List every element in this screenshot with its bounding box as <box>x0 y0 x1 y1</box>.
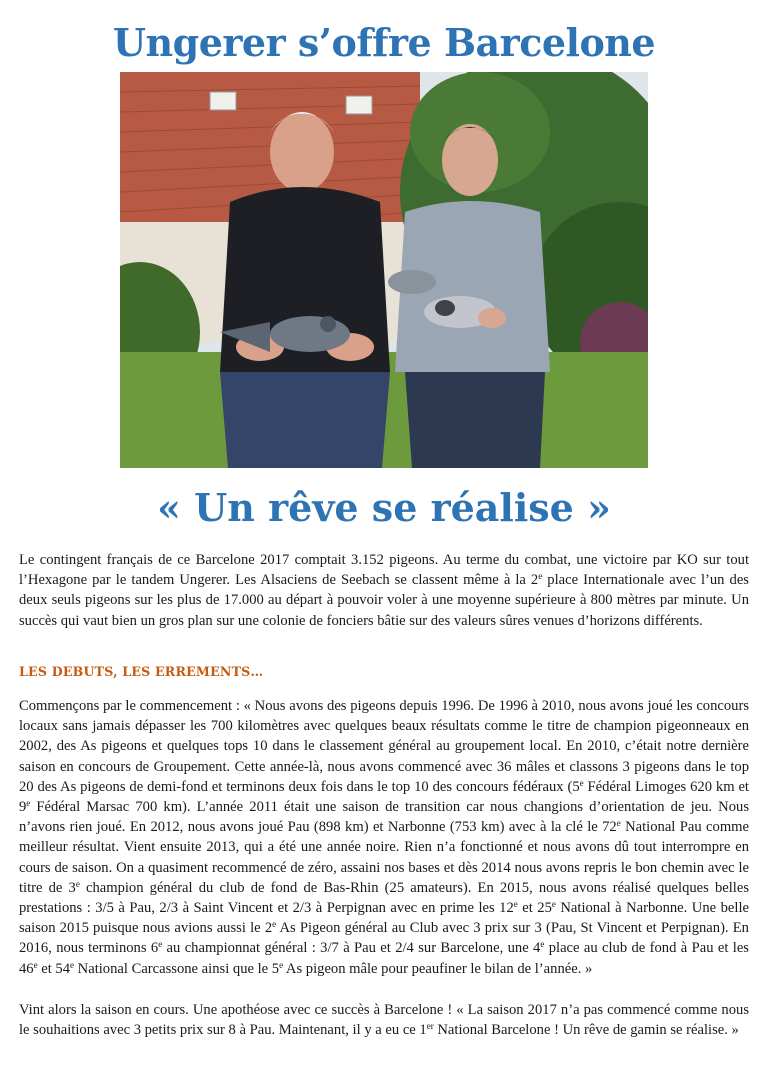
section-heading: LES DEBUTS, LES ERREMENTS… <box>19 664 264 679</box>
intro-paragraph: Le contingent français de ce Barcelone 2017 comptait 3.152 pigeons. Au terme du combat, une victoire par KO sur tout l’Hexagone par le tandem Ungerer. Les Alsaciens de Seebach se classent même à la 2e place Internationale avec l’un des deux seuls pigeons sur les plus de 17.000 au départ à pouvoir voler à une moyenne supérieure à 800 mètres par minute. Un succès qui vaut bien un gros plan sur une colonie de fonciers bâtie sur des valeurs sûres venues d’horizons différents. <box>19 552 749 629</box>
article-photo <box>120 72 648 468</box>
main-paragraph: Commençons par le commencement : « Nous avons des pigeons depuis 1996. De 1996 à 2010, nous avons joué les concours locaux sans jamais dépasser les 700 kilomètres avec quelques beaux résultats comme le titre de champion pigeonneaux en 2002, des As pigeons et quelques tops 10 dans le classement général au groupement local. En 2010, c’était notre dernière saison en concours de Groupement. Cette année-là, nous avons commencé avec 36 mâles et classons 3 pigeons dans le top 20 des As pigeons de demi-fond et terminons deux fois dans le top 10 des concours fédéraux (5e Fédéral Limoges 620 km et 9e Fédéral Marsac 700 km). L’année 2011 était une saison de transition car nous changions d’orientation de jeu. Nous n’avons rien joué. En 2012, nous avons joué Pau (898 km) et Narbonne (753 km) avec à la clé le 72e National Pau comme meilleur résultat. Vient ensuite 2013, qui a été une année noire. Rien n’a fonctionné et nous avons dû tout interrompre en cours de saison. On a quasiment recommencé de zéro, assaini nos bases et dès 2014 nous avons repris le bon chemin avec le titre de 3e champion général du club de fond de Bas-Rhin (25 amateurs). En 2015, nous avons réalisé quelques belles prestations : 3/5 à Pau, 2/3 à Saint Vincent et 2/3 à Perpignan avec en prime les 12e et 25e National à Narbonne. Une belle saison 2015 puisque nous avions aussi le 2e As Pigeon général au Club avec 3 prix sur 3 (Pau, St Vincent et Perpignan). En 2016, nous terminons 6e au championnat général : 3/7 à Pau et 2/4 sur Barcelone, une 4e place au club de fond à Pau et les 46e et 54e National Carcassone ainsi que le 5e As pigeon mâle pour peaufiner le bilan de l’année. » <box>19 698 750 977</box>
closing-paragraph: Vint alors la saison en cours. Une apothéose avec ce succès à Barcelone ! « La saison 2017 n’a pas commencé comme nous le souhaitions avec 3 petits prix sur 8 à Pau. Maintenant, il y a eu ce 1er National Barcelone ! Un rêve de gamin se réalise. » <box>19 1002 749 1039</box>
article-title: Ungerer s’offre Barcelone <box>112 20 656 65</box>
article-subtitle: « Un rêve se réalise » <box>157 485 611 530</box>
